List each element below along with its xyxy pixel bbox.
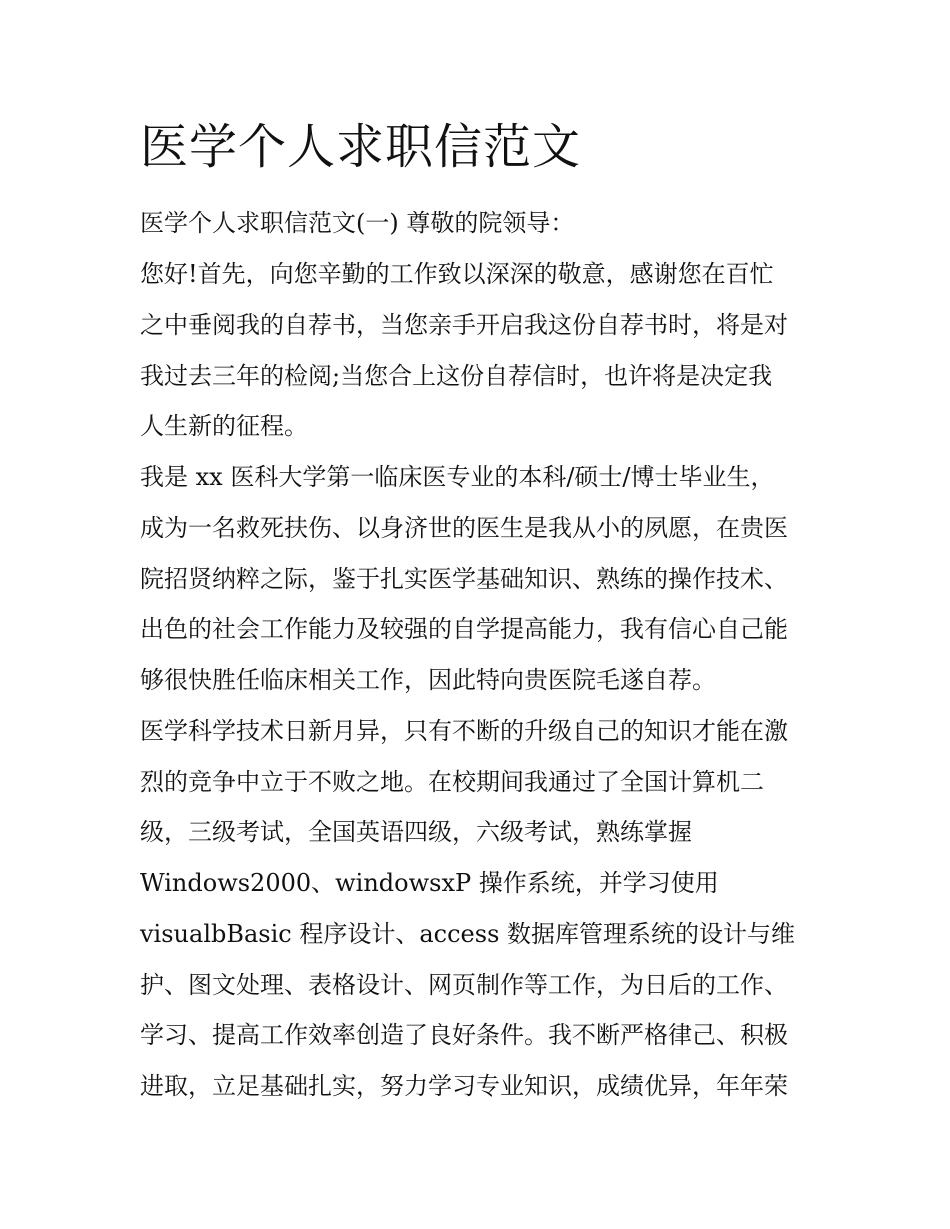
body-line-16: 护、图文处理、表格设计、网页制作等工作，为日后的工作、 (140, 971, 788, 999)
body-line-5: 人生新的征程。 (140, 412, 308, 440)
document-title: 医学个人求职信范文 (140, 119, 582, 175)
body-line-12: 烈的竞争中立于不败之地。在校期间我通过了全国计算机二 (140, 768, 764, 796)
body-line-3: 之中垂阅我的自荐书，当您亲手开启我这份自荐书时，将是对 (140, 311, 788, 339)
body-line-9: 出色的社会工作能力及较强的自学提高能力，我有信心自己能 (140, 615, 788, 643)
body-line-2: 您好!首先，向您辛勤的工作致以深深的敬意，感谢您在百忙 (140, 260, 774, 288)
body-line-4: 我过去三年的检阅;当您合上这份自荐信时，也许将是决定我 (140, 362, 773, 390)
body-line-8: 院招贤纳粹之际，鉴于扎实医学基础知识、熟练的操作技术、 (140, 565, 788, 593)
body-line-14: Windows2000、windowsxP 操作系统，并学习使用 (140, 869, 719, 897)
body-line-13: 级，三级考试，全国英语四级，六级考试，熟练掌握 (140, 818, 692, 846)
body-line-7: 成为一名救死扶伤、以身济世的医生是我从小的夙愿，在贵医 (140, 514, 788, 542)
body-line-15: visualbBasic 程序设计、access 数据库管理系统的设计与维 (140, 920, 796, 948)
body-line-17: 学习、提高工作效率创造了良好条件。我不断严格律己、积极 (140, 1021, 788, 1049)
body-line-10: 够很快胜任临床相关工作，因此特向贵医院毛遂自荐。 (140, 666, 716, 694)
body-line-1: 医学个人求职信范文(一) 尊敬的院领导： (140, 209, 575, 237)
body-line-6: 我是 xx 医科大学第一临床医专业的本科/硕士/博士毕业生， (140, 463, 775, 491)
body-line-11: 医学科学技术日新月异，只有不断的升级自己的知识才能在激 (140, 717, 788, 745)
body-line-18: 进取，立足基础扎实，努力学习专业知识，成绩优异，年年荣 (140, 1072, 788, 1100)
